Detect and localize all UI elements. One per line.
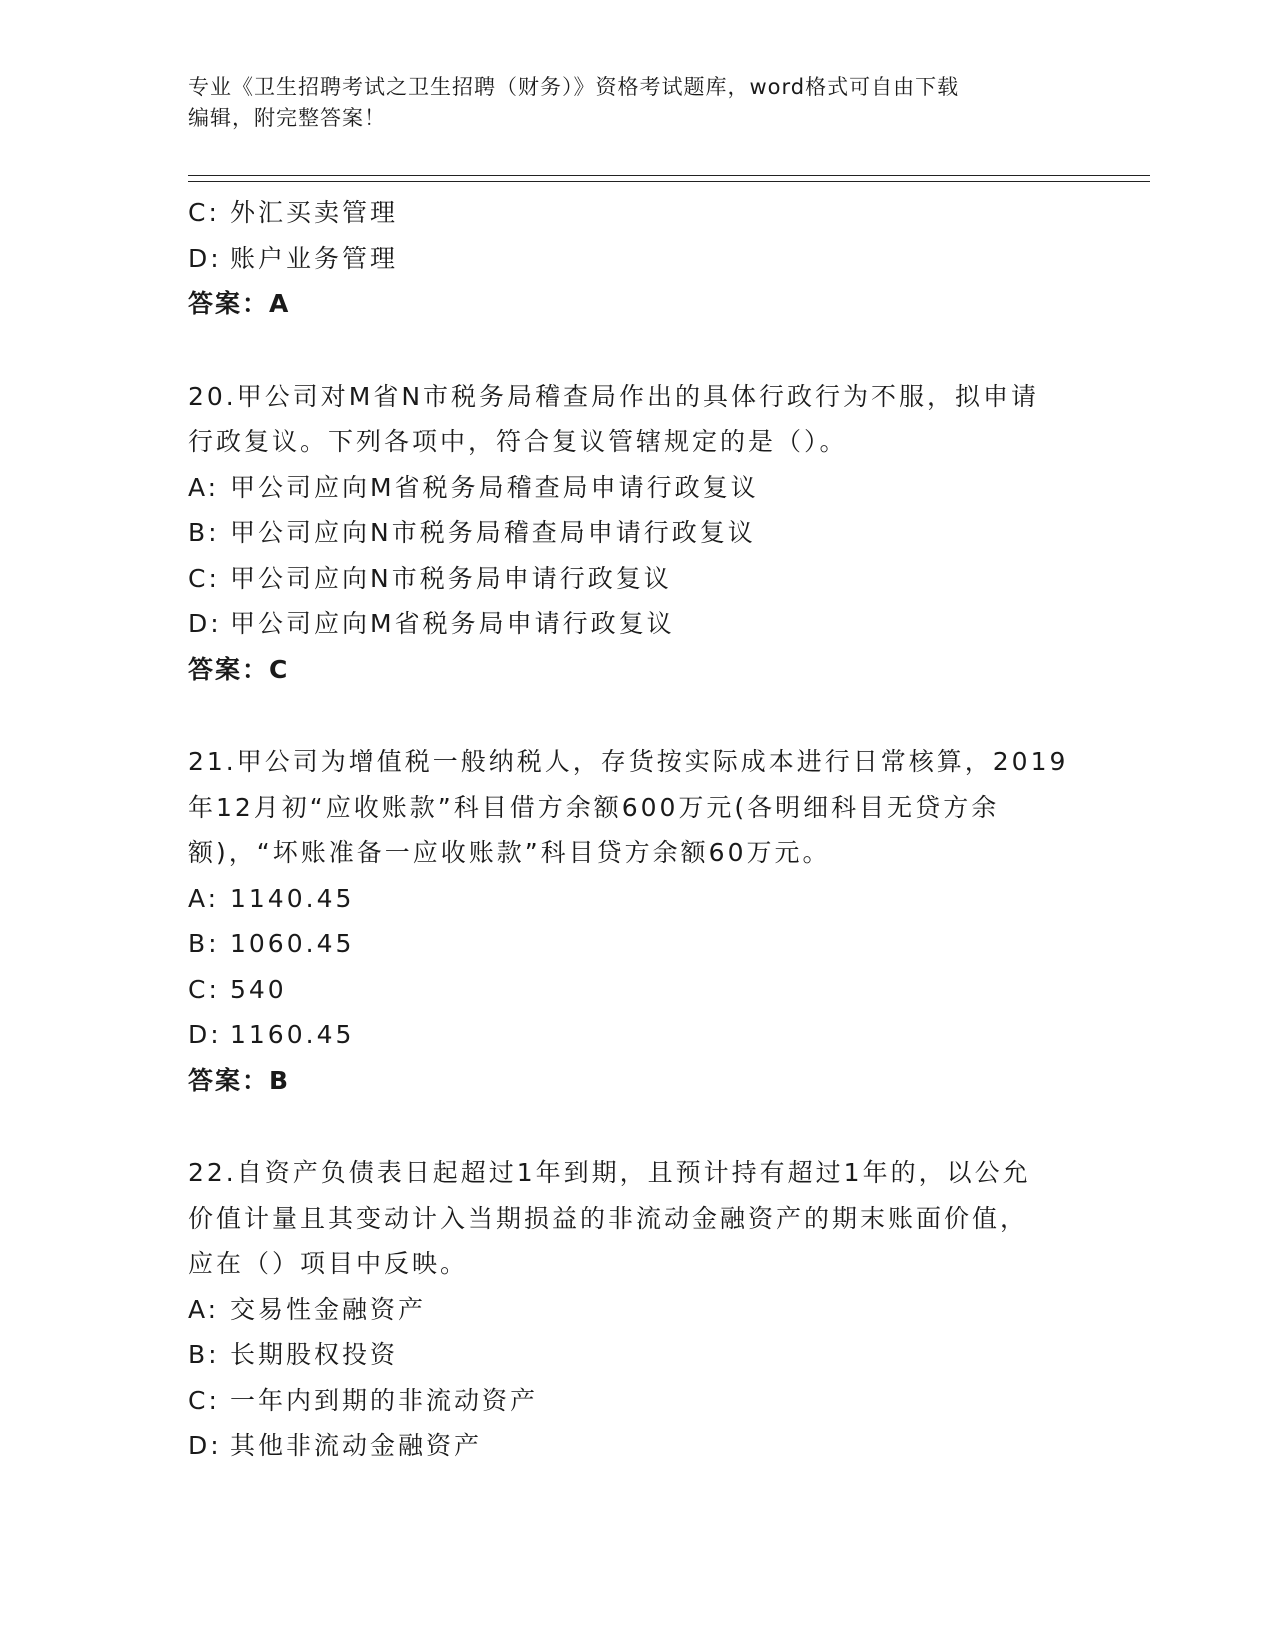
question-stem-line: 年12月初“应收账款”科目借方余额600万元(各明细科目无贷方余 (188, 792, 1000, 822)
option-text: 甲公司应向N市税务局稽查局申请行政复议 (230, 518, 756, 547)
option-key: D: (188, 609, 222, 638)
option-d (188, 236, 1088, 282)
option-text: 1160.45 (230, 1020, 355, 1049)
option-text: 甲公司应向N市税务局申请行政复议 (230, 563, 672, 593)
header-line-1: 专业《卫生招聘考试之卫生招聘（财务）》资格考试题库，word格式可自由下载 (188, 75, 960, 99)
question-stem-line: 价值计量且其变动计入当期损益的非流动金融资产的期末账面价值， (188, 1203, 1029, 1233)
question-stem-line: 20.甲公司对M省N市税务局稽查局作出的具体行政行为不服，拟申请 (188, 381, 1040, 411)
option-key: C: (188, 1385, 220, 1415)
option-key: C: (188, 974, 220, 1004)
option-text: 交易性金融资产 (230, 1294, 427, 1324)
option-text: 甲公司应向M省税务局申请行政复议 (230, 609, 675, 638)
option-key: D: (188, 1431, 222, 1460)
question-stem-line: 22.自资产负债表日起超过1年到期，且预计持有超过1年的，以公允 (188, 1158, 1031, 1187)
option-text: 长期股权投资 (230, 1340, 399, 1369)
header-divider-bottom (188, 181, 1150, 182)
option-c (188, 967, 1088, 1013)
option-a (188, 465, 1088, 511)
option-key: C: (188, 563, 220, 593)
question-22 (188, 1150, 1088, 1469)
option-b (188, 1332, 1088, 1378)
answer-line: 答案：C (188, 654, 290, 684)
option-key: D: (188, 1020, 222, 1049)
option-d (188, 601, 1088, 647)
question-19-tail (188, 190, 1088, 327)
question-stem-line: 行政复议。下列各项中，符合复议管辖规定的是（）。 (188, 427, 848, 456)
option-key: A: (188, 1294, 220, 1324)
option-d (188, 1012, 1088, 1058)
question-20 (188, 374, 1088, 693)
option-c (188, 1378, 1088, 1424)
option-b (188, 921, 1088, 967)
option-key: B: (188, 929, 220, 958)
option-text: 外汇买卖管理 (230, 198, 399, 227)
option-text: 1060.45 (230, 929, 355, 958)
option-key: B: (188, 1340, 220, 1369)
header-line-2: 编辑，附完整答案！ (188, 106, 386, 130)
question-stem-line: 21.甲公司为增值税一般纳税人，存货按实际成本进行日常核算，2019 (188, 747, 1069, 776)
answer-line: 答案：B (188, 1065, 291, 1095)
question-21 (188, 739, 1088, 1103)
option-c (188, 190, 1088, 236)
option-c (188, 556, 1088, 602)
option-key: A: (188, 472, 220, 502)
option-key: D: (188, 243, 222, 273)
option-text: 账户业务管理 (230, 243, 399, 273)
question-stem-line: 应在（）项目中反映。 (188, 1249, 469, 1278)
option-key: A: (188, 883, 220, 913)
document-header (188, 72, 1068, 134)
option-key: B: (188, 518, 220, 547)
option-text: 甲公司应向M省税务局稽查局申请行政复议 (230, 472, 759, 502)
answer-line: 答案：A (188, 289, 291, 318)
option-a (188, 1287, 1088, 1333)
header-divider-top (188, 175, 1150, 176)
option-a (188, 876, 1088, 922)
question-stem-line: 额)，“坏账准备一应收账款”科目贷方余额60万元。 (188, 838, 831, 867)
option-text: 其他非流动金融资产 (230, 1431, 483, 1460)
option-d (188, 1423, 1088, 1469)
option-text: 540 (230, 974, 287, 1004)
option-b (188, 510, 1088, 556)
option-text: 1140.45 (230, 883, 355, 913)
option-key: C: (188, 198, 220, 227)
option-text: 一年内到期的非流动资产 (230, 1385, 539, 1415)
question-content (188, 190, 1088, 1469)
